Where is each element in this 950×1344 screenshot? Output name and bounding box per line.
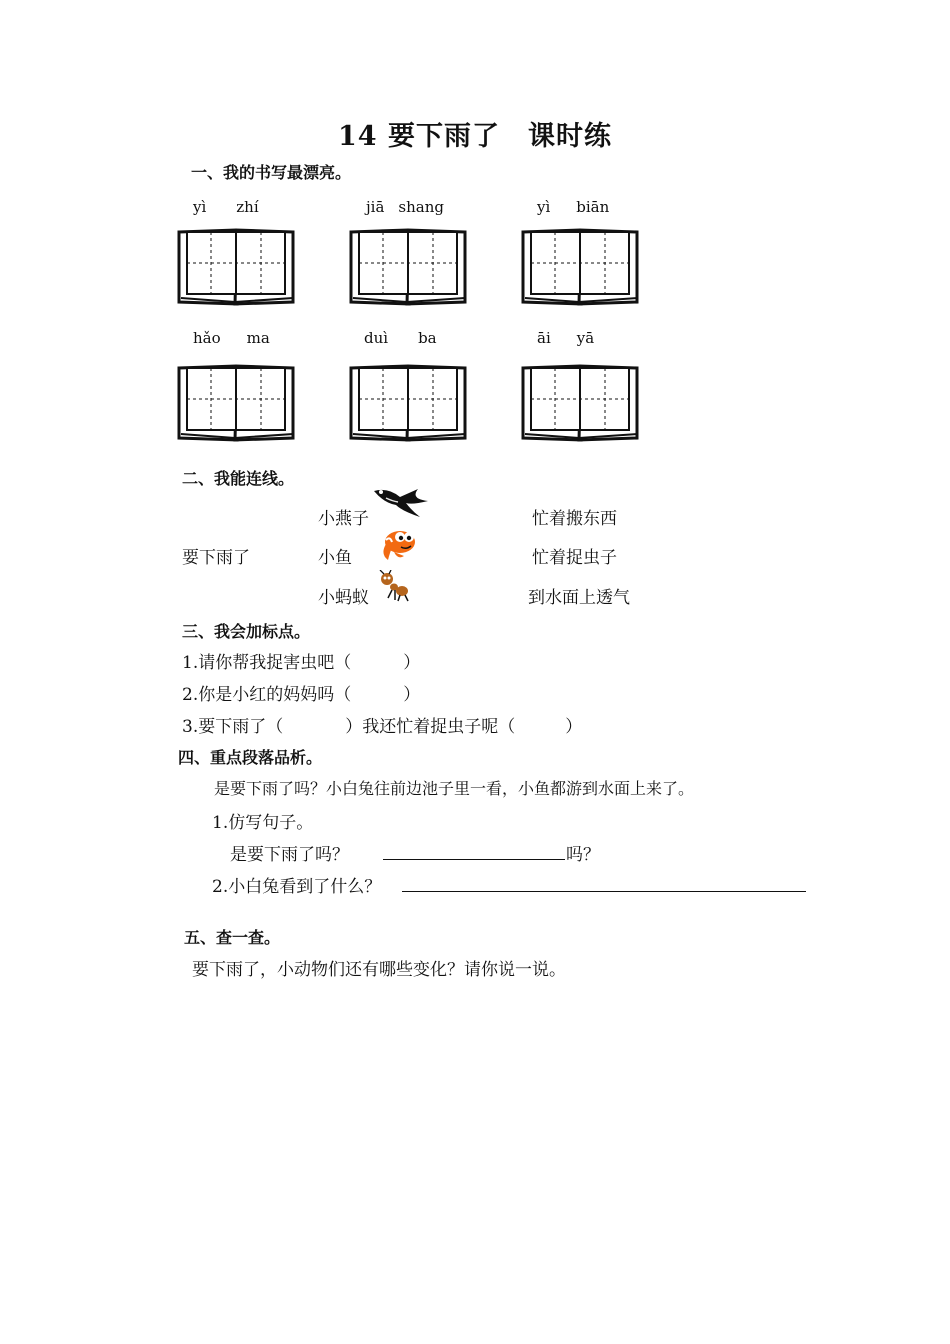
- match-left-item[interactable]: 要下雨了: [182, 548, 250, 568]
- punctuation-question-3: 3.要下雨了（ ）我还忙着捉虫子呢（ ）: [182, 717, 583, 737]
- match-animal-ant[interactable]: 小蚂蚁: [318, 588, 369, 608]
- writing-grid[interactable]: [521, 362, 639, 442]
- writing-grid[interactable]: [177, 226, 295, 306]
- pinyin-item-3: yì biān: [537, 198, 610, 216]
- pinyin-item-5: duì ba: [364, 329, 437, 347]
- pinyin-item-1: yì zhí: [193, 198, 259, 216]
- match-action-2[interactable]: 忙着捉虫子: [532, 548, 617, 568]
- punctuation-question-1: 1.请你帮我捉害虫吧（ ）: [182, 653, 421, 673]
- section4-heading: 四、重点段落品析。: [178, 748, 323, 767]
- match-action-3[interactable]: 到水面上透气: [528, 588, 630, 608]
- section2-heading: 二、我能连线。: [182, 469, 295, 488]
- writing-grid[interactable]: [349, 362, 467, 442]
- section5-prompt: 要下雨了，小动物们还有哪些变化？请你说一说。: [192, 960, 566, 980]
- ant-icon: [376, 570, 410, 602]
- passage-text: 是要下雨了吗？小白兔往前边池子里一看，小鱼都游到水面上来了。: [214, 779, 695, 798]
- punctuation-question-2: 2.你是小红的妈妈吗（ ）: [182, 685, 421, 705]
- section5-heading: 五、查一查。: [184, 928, 281, 947]
- writing-grid[interactable]: [521, 226, 639, 306]
- pinyin-item-2: jiā shang: [366, 198, 444, 216]
- answer-line-2[interactable]: [402, 891, 806, 892]
- writing-grid[interactable]: [177, 362, 295, 442]
- swallow-icon: [372, 485, 430, 519]
- answer-line-1[interactable]: [383, 859, 565, 860]
- section1-heading: 一、我的书写最漂亮。: [191, 163, 352, 182]
- question-4-1: 1.仿写句子。: [212, 813, 314, 833]
- model-sentence: 是要下雨了吗？: [230, 845, 349, 865]
- page-title: 14 要下雨了 课时练: [338, 121, 612, 152]
- question-4-2: 2.小白兔看到了什么？: [212, 877, 382, 897]
- section3-heading: 三、我会加标点。: [182, 622, 311, 641]
- pinyin-item-4: hǎo ma: [193, 329, 270, 347]
- match-action-1[interactable]: 忙着搬东西: [532, 509, 617, 529]
- pinyin-item-6: āi yā: [537, 329, 595, 347]
- fish-icon: [380, 526, 418, 562]
- match-animal-fish[interactable]: 小鱼: [318, 548, 352, 568]
- match-animal-swallow[interactable]: 小燕子: [318, 509, 369, 529]
- model-suffix: 吗？: [566, 845, 600, 865]
- writing-grid[interactable]: [349, 226, 467, 306]
